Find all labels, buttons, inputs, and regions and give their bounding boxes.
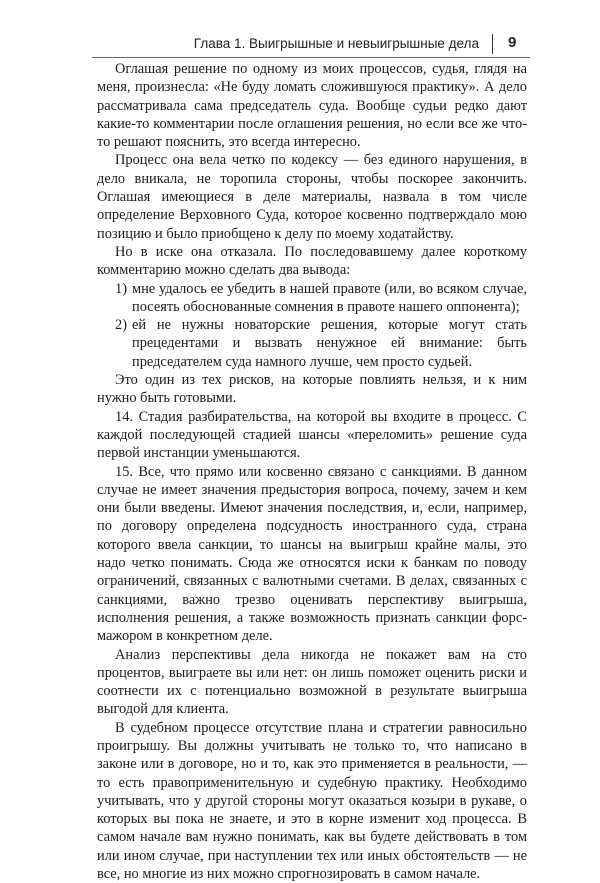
paragraph-3: Но в иске она отказала. По последовавшему далее короткому комментарию можно сделать два вывода:	[97, 243, 527, 279]
chapter-title: Глава 1. Выигрышные и невыигрышные дела	[193, 36, 479, 51]
paragraph-4: Это один из тех рисков, на которые повлиять нельзя, и к ним нужно быть готовыми.	[97, 372, 527, 407]
list-item-number: 1)	[115, 280, 127, 297]
paragraph-6: 15. Все, что прямо или косвенно связано с санкциями. В данном случае не имеет значения предыстория вопроса, почему, зачем и кем они были введены. Имеют значения последствия, и, если, например, по договору определена подсудность иностранного суда, страна которого ввела санкции, то шансы на выигрыш крайне малы, это надо четко понимать. Сюда же относятся иски к банкам по поводу ограничений, связанных с валютными счетами. В делах, связанных с санкциями, важно трезво оценивать перспективу выигрыша, исполнения решения, а также возможность признать санкции форс-мажором в конкретном деле.	[97, 463, 527, 645]
paragraph-8: В судебном процессе отсутствие плана и стратегии равносильно проигрышу. Вы должны учитывать не только то, что написано в законе или в договоре, но и то, как это применяется в реальности, — то есть правоприменительную и судебную практику. Необходимо учитывать, что у другой стороны могут оказаться козыри в рукаве, о которых вы пока не знаете, и это в корне изменит ход процесса. В самом начале вам нужно понимать, как вы будете действовать в том или ином случае, при наступлении тех или иных обстоятельств — не все, но многие из них можно спрогнозировать в самом начале.	[97, 719, 527, 883]
header-rule	[92, 57, 530, 58]
list-item	[97, 316, 527, 371]
page-body	[97, 60, 527, 883]
paragraph-7: Анализ перспективы дела никогда не покажет вам на сто процентов, выиграете вы или нет: он лишь поможет оценить риски и соотнести их с потенциально возможной в результате выигрыша выгодой для клиента.	[97, 646, 527, 718]
paragraph-5: 14. Стадия разбирательства, на которой вы входите в процесс. С каждой последующей стадией шансы «переломить» решение суда первой инстанции уменьшаются.	[97, 408, 527, 462]
paragraph-1: Оглашая решение по одному из моих процессов, судья, глядя на меня, произнесла: «Не буду ломать сложившуюся практику». А дело рассматривала сама председатель суда. Вообще судьи редко дают какие-то комментарии после оглашения решения, но если все же что-то решают пояснить, это всегда интересно.	[97, 61, 527, 151]
list-item-number: 2)	[115, 317, 127, 334]
conclusions-list	[97, 280, 527, 371]
list-item	[97, 280, 527, 317]
list-item-text: ей не нужны новаторские решения, которые могут стать прецедентами и вызвать ненужное ей внимание: быть председателем суда намного лучше, чем просто судьей.	[132, 317, 527, 370]
page-number: 9	[508, 34, 517, 51]
list-item-text: мне удалось ее убедить в нашей правоте (или, во всяком случае, посеять обоснованные сомнения в правоте нашего оппонента);	[132, 280, 527, 315]
running-header	[0, 28, 600, 58]
paragraph-2: Процесс она вела четко по кодексу — без единого нарушения, в дело вникала, не торопила стороны, чтобы поскорее закончить. Оглашая имеющиеся в деле материалы, назвала в том числе определение Верховного Суда, которое косвенно подтверждало мою позицию и было приобщено к делу по моему ходатайству.	[97, 152, 527, 242]
header-separator	[492, 34, 493, 54]
